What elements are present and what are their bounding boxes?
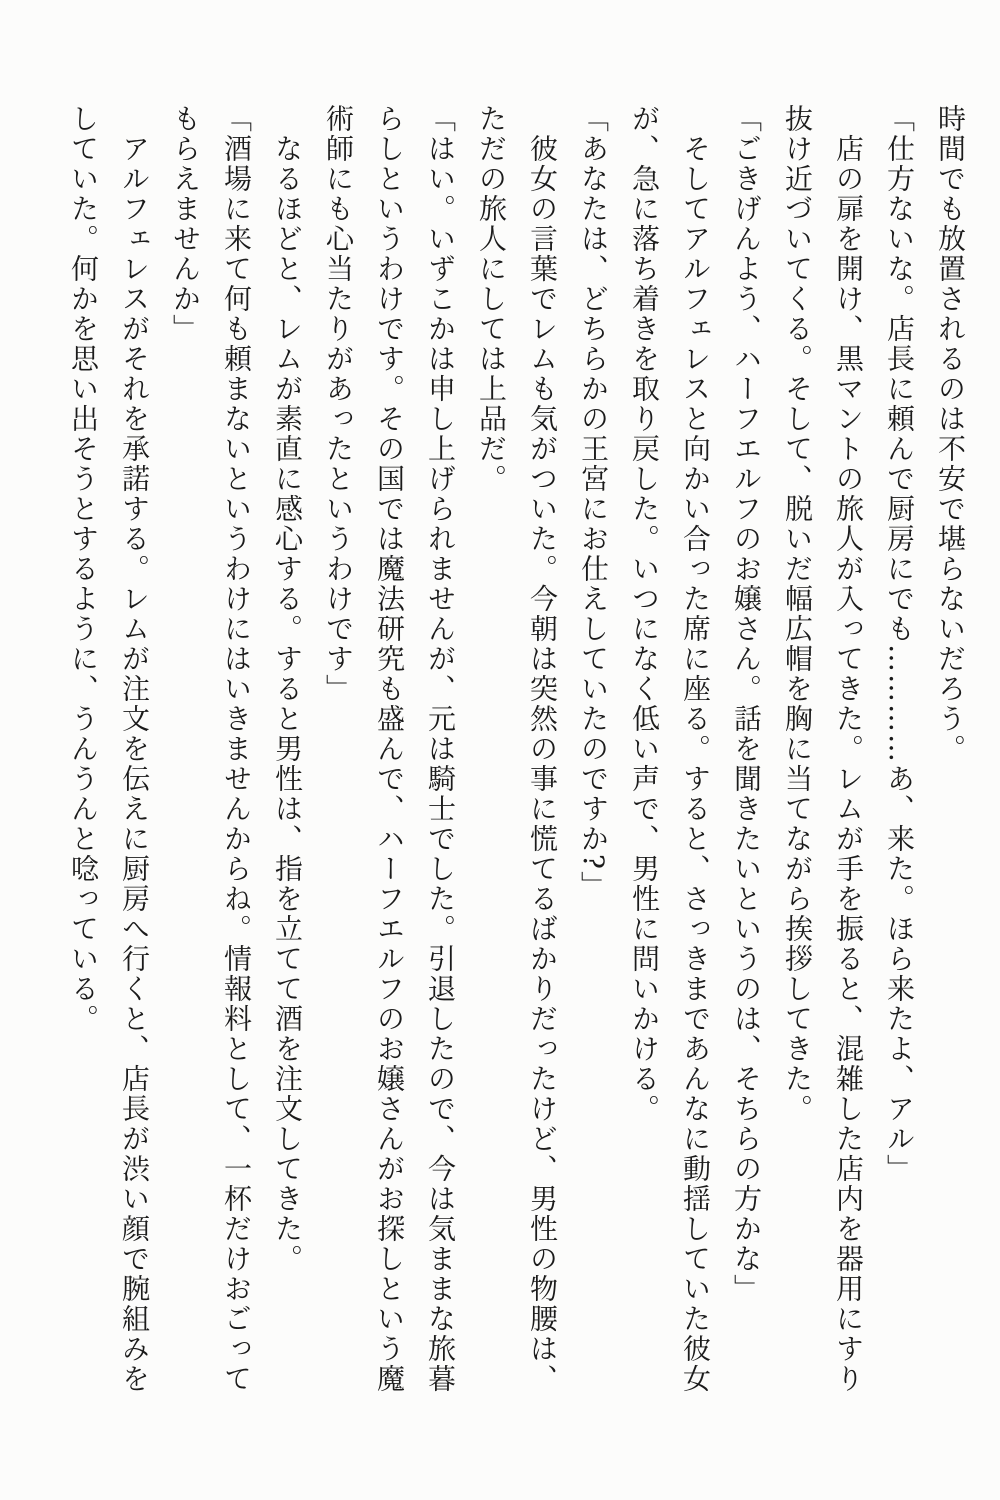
- text-line: 彼女の言葉でレムも気がついた。今朝は突然の事に慌てるばかりだったけど、男性の物腰は、: [526, 134, 559, 1394]
- text-line: が、急に落ち着きを取り戻した。いつになく低い声で、男性に問いかける。: [628, 104, 661, 1124]
- text-line: 店の扉を開け、黒マントの旅人が入ってきた。レムが手を振ると、混雑した店内を器用にすり: [832, 134, 865, 1394]
- text-line: なるほどと、レムが素直に感心する。すると男性は、指を立てて酒を注文してきた。: [271, 134, 304, 1274]
- text-line: アルフェレスがそれを承諾する。レムが注文を伝えに厨房へ行くと、店長が渋い顔で腕組みを: [118, 134, 151, 1394]
- text-line: そしてアルフェレスと向かい合った席に座る。すると、さっきまであんなに動揺していた彼女: [679, 134, 712, 1394]
- text-line: ただの旅人にしては上品だ。: [475, 104, 508, 494]
- text-line: 術師にも心当たりがあったというわけです」: [322, 104, 355, 704]
- text-line: 「酒場に来て何も頼まないというわけにはいきませんからね。情報料として、一杯だけおごって: [220, 104, 253, 1394]
- text-line: していた。何かを思い出そうとするように、うんうんと唸っている。: [67, 104, 100, 1034]
- text-line: 「仕方ないな。店長に頼んで厨房にでも…………あ、来た。ほら来たよ、アル」: [883, 104, 916, 1184]
- text-line: 「はい。いずこかは申し上げられませんが、元は騎士でした。引退したので、今は気ままな旅暮: [424, 104, 457, 1394]
- text-line: 「あなたは、どちらかの王宮にお仕えしていたのですか?」: [577, 104, 610, 902]
- novel-page: [58, 104, 976, 1400]
- text-line: らしというわけです。その国では魔法研究も盛んで、ハーフエルフのお嬢さんがお探しという魔: [373, 104, 406, 1394]
- text-line: もらえませんか」: [169, 104, 202, 344]
- text-line: 抜け近づいてくる。そして、脱いだ幅広帽を胸に当てながら挨拶してきた。: [781, 104, 814, 1124]
- text-line: 「ごきげんよう、ハーフエルフのお嬢さん。話を聞きたいというのは、そちらの方かな」: [730, 104, 763, 1304]
- text-line: 時間でも放置されるのは不安で堪らないだろう。: [934, 104, 967, 764]
